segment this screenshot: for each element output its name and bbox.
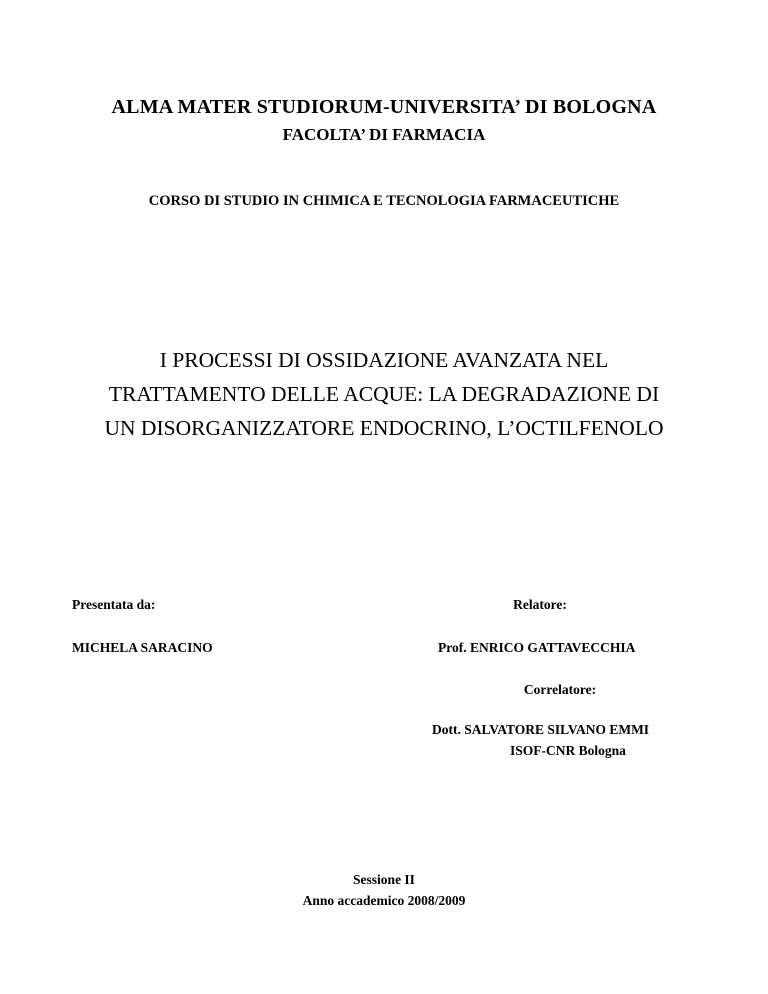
thesis-title-line: UN DISORGANIZZATORE ENDOCRINO, L’OCTILFENOLO xyxy=(104,416,664,440)
thesis-title-line: I PROCESSI DI OSSIDAZIONE AVANZATA NEL xyxy=(159,348,609,372)
supervisor-name: Prof. ENRICO GATTAVECCHIA xyxy=(438,640,636,655)
course-name: CORSO DI STUDIO IN CHIMICA E TECNOLOGIA FARMACEUTICHE xyxy=(148,193,620,209)
thesis-title xyxy=(0,343,768,445)
faculty-name: FACOLTA’ DI FARMACIA xyxy=(282,125,486,144)
session: Sessione II xyxy=(353,872,415,887)
cosupervisor-label: Correlatore: xyxy=(523,682,597,697)
presented-by-label: Presentata da: xyxy=(72,597,156,612)
supervisor-label: Relatore: xyxy=(513,597,567,612)
academic-year: Anno accademico 2008/2009 xyxy=(302,893,466,908)
thesis-title-line: TRATTAMENTO DELLE ACQUE: LA DEGRADAZIONE DI xyxy=(108,382,660,406)
university-name: ALMA MATER STUDIORUM-UNIVERSITA’ DI BOLOGNA xyxy=(111,96,657,118)
candidate-name: MICHELA SARACINO xyxy=(72,640,213,655)
cosupervisor-name: Dott. SALVATORE SILVANO EMMI xyxy=(432,722,650,737)
cosupervisor-affiliation: ISOF-CNR Bologna xyxy=(510,743,626,758)
